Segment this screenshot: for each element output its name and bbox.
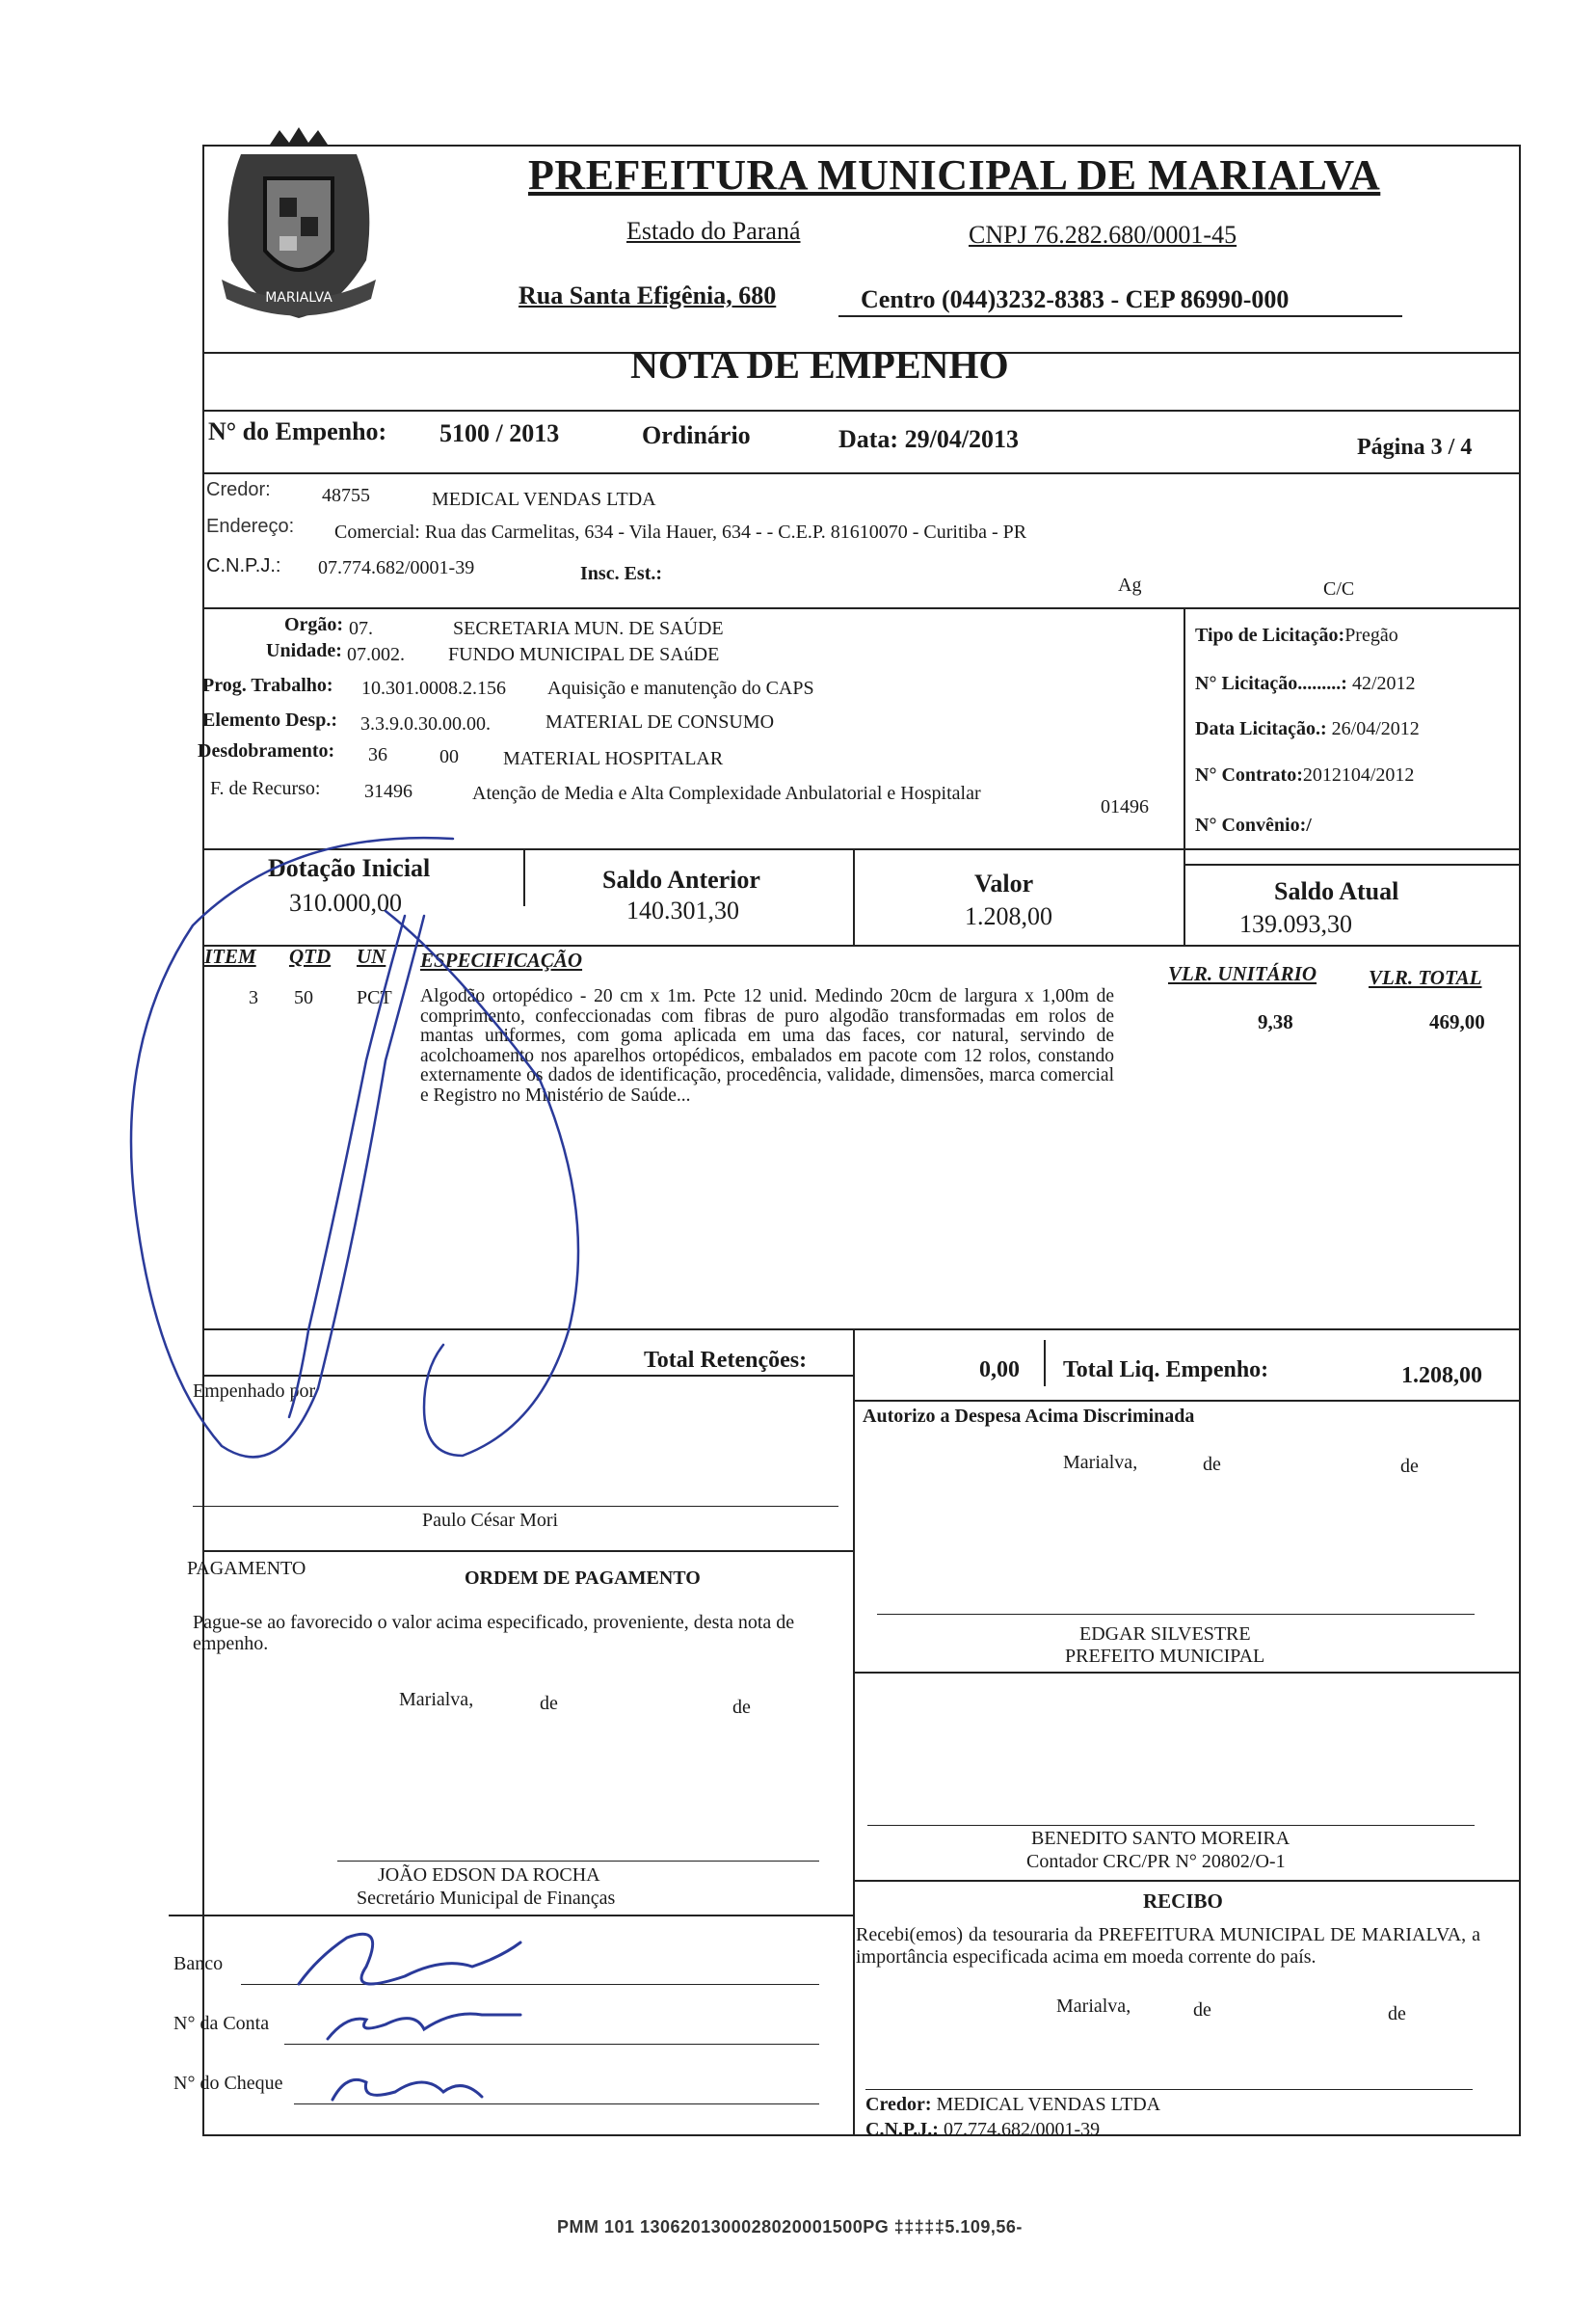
recibo-cnpj-label: C.N.P.J.:	[865, 2119, 939, 2140]
svg-text:MARIALVA: MARIALVA	[265, 290, 332, 306]
empenho-date: Data: 29/04/2013	[838, 425, 1020, 453]
col-un: UN	[357, 945, 386, 968]
prefeito-name: EDGAR SILVESTRE	[1079, 1623, 1251, 1645]
desdob-label: Desdobramento:	[198, 740, 335, 762]
liq-label: Total Liq. Empenho:	[1063, 1357, 1269, 1382]
pagamento-text: Pague-se ao favorecido o valor acima especificado, proveniente, desta nota de empenho.	[193, 1612, 795, 1654]
insc-est-label: Insc. Est.:	[580, 563, 663, 584]
elemento-label: Elemento Desp.:	[202, 710, 337, 731]
col-spec: ESPECIFICAÇÃO	[420, 949, 583, 972]
credor-cnpj-label: C.N.P.J.:	[206, 555, 281, 576]
autorizo-city: Marialva,	[1063, 1452, 1138, 1473]
empenho-label: N° do Empenho:	[208, 417, 387, 445]
col-item: ITEM	[204, 945, 256, 968]
recurso-label: F. de Recurso:	[210, 778, 321, 799]
col-unit-price: VLR. UNITÁRIO	[1168, 962, 1317, 985]
recibo-de1: de	[1193, 1999, 1211, 2021]
banco-label: Banco	[173, 1953, 224, 1974]
unidade-code: 07.002.	[347, 644, 405, 665]
cheque-label: N° do Cheque	[173, 2073, 283, 2094]
saldo-anterior-label: Saldo Anterior	[602, 866, 760, 894]
item-spec: Algodão ortopédico - 20 cm x 1m. Pcte 12 unid. Medindo 20cm de largura x 1,00m de comprimento, confeccionadas com fibras de puro algodão transformadas em rolos de mantas uniformes, com goma aplicada em uma das faces, cor natural, servindo de acolchoamento nos aparelhos ortopédicos, embalados em pacote com 12 rolos, constando externamente os dados de identificação, procedência, validade, dimensões, marca comercial e Registro no Ministério de Saúde...	[420, 986, 1114, 1106]
recibo-title: RECIBO	[1143, 1889, 1223, 1913]
account-label: C/C	[1323, 578, 1355, 600]
orgao-name: SECRETARIA MUN. DE SAÚDE	[453, 618, 724, 639]
pagamento-city: Marialva,	[399, 1689, 474, 1710]
empenho-number: 5100 / 2013	[439, 419, 560, 447]
footer-code: PMM 101 1306201300028020001500PG ‡‡‡‡‡5.109,56-	[557, 2217, 1023, 2237]
credor-name: MEDICAL VENDAS LTDA	[432, 489, 656, 510]
elemento-code: 3.3.9.0.30.00.00.	[360, 713, 491, 735]
autorizo-de2: de	[1400, 1456, 1419, 1477]
desdob-b: 00	[439, 746, 459, 767]
desdob-a: 36	[368, 744, 387, 765]
credor-address: Comercial: Rua das Carmelitas, 634 - Vila Hauer, 634 - - C.E.P. 81610070 - Curitiba - PR	[334, 522, 1027, 543]
contract-number: 2012104/2012	[1302, 764, 1415, 786]
item-number: 3	[249, 987, 258, 1008]
empenho-type: Ordinário	[642, 421, 751, 449]
pagamento-de2: de	[732, 1697, 751, 1718]
recurso-code: 31496	[364, 781, 412, 802]
recibo-text: Recebi(emos) da tesouraria da PREFEITURA MUNICIPAL DE MARIALVA, a importância especificada acima em moeda corrente do país.	[856, 1924, 1480, 1968]
saldo-anterior: 140.301,30	[626, 897, 739, 924]
prefeito-role: PREFEITO MUNICIPAL	[1065, 1646, 1265, 1667]
licitacao-date: 26/04/2012	[1331, 718, 1420, 739]
ordem-label: ORDEM DE PAGAMENTO	[465, 1567, 701, 1589]
recibo-credor: MEDICAL VENDAS LTDA	[936, 2094, 1161, 2115]
recurso-code2: 01496	[1101, 796, 1149, 817]
credor-label: Credor:	[206, 479, 271, 500]
col-total: VLR. TOTAL	[1369, 966, 1482, 989]
desdob-name: MATERIAL HOSPITALAR	[503, 748, 724, 769]
recibo-credor-label: Credor:	[865, 2094, 932, 2115]
licitacao-type: Pregão	[1344, 625, 1398, 646]
contract-label: N° Contrato:	[1195, 764, 1303, 786]
unidade-name: FUNDO MUNICIPAL DE SAúDE	[448, 644, 720, 665]
recibo-cnpj: 07.774.682/0001-39	[943, 2119, 1101, 2140]
orgao-code: 07.	[349, 618, 373, 639]
autorizo-de1: de	[1203, 1454, 1221, 1475]
valor: 1.208,00	[965, 902, 1052, 930]
item-unit: PCT	[357, 987, 392, 1008]
municipality-address: Rua Santa Efigênia, 680	[519, 281, 777, 309]
prog-code: 10.301.0008.2.156	[361, 678, 506, 699]
municipality-contact: Centro (044)3232-8383 - CEP 86990-000	[861, 285, 1290, 313]
secretario-role: Secretário Municipal de Finanças	[357, 1888, 616, 1909]
liq-value: 1.208,00	[1401, 1363, 1482, 1388]
conta-label: N° da Conta	[173, 2013, 270, 2034]
credor-code: 48755	[322, 485, 370, 506]
item-qty: 50	[294, 987, 313, 1008]
recibo-de2: de	[1388, 2003, 1406, 2024]
page-number: Página 3 / 4	[1357, 435, 1473, 460]
prog-name: Aquisição e manutenção do CAPS	[547, 678, 814, 699]
licitacao-type-label: Tipo de Licitação:	[1195, 625, 1345, 646]
municipality-cnpj: CNPJ 76.282.680/0001-45	[969, 221, 1237, 249]
contador-name: BENEDITO SANTO MOREIRA	[1031, 1828, 1290, 1849]
prog-label: Prog. Trabalho:	[202, 675, 333, 696]
pagamento-label: PAGAMENTO	[187, 1558, 306, 1579]
empenhado-label: Empenhado por	[193, 1380, 316, 1402]
licitacao-date-label: Data Licitação.:	[1195, 718, 1332, 739]
autorizo-title: Autorizo a Despesa Acima Discriminada	[863, 1406, 1195, 1427]
credor-cnpj: 07.774.682/0001-39	[318, 557, 475, 578]
item-total: 469,00	[1429, 1010, 1485, 1033]
credor-address-label: Endereço:	[206, 516, 295, 537]
dotacao-inicial: 310.000,00	[289, 889, 402, 917]
recurso-name: Atenção de Media e Alta Complexidade Anbulatorial e Hospitalar	[472, 783, 981, 804]
agency-label: Ag	[1118, 575, 1142, 596]
contador-role: Contador CRC/PR N° 20802/O-1	[1026, 1851, 1286, 1872]
recibo-city: Marialva,	[1056, 1996, 1131, 2017]
secretario-name: JOÃO EDSON DA ROCHA	[378, 1864, 600, 1886]
retencoes-value: 0,00	[979, 1357, 1020, 1382]
item-unit-price: 9,38	[1258, 1010, 1293, 1033]
col-qtd: QTD	[289, 945, 332, 968]
municipality-title: PREFEITURA MUNICIPAL DE MARIALVA	[528, 151, 1381, 199]
valor-label: Valor	[974, 870, 1034, 897]
orgao-label: Orgão:	[284, 614, 344, 635]
pagamento-de1: de	[540, 1693, 558, 1714]
unidade-label: Unidade:	[266, 640, 342, 661]
elemento-name: MATERIAL DE CONSUMO	[545, 711, 775, 733]
retencoes-label: Total Retenções:	[644, 1348, 808, 1373]
licitacao-number-label: N° Licitação.........:	[1195, 673, 1352, 694]
state-name: Estado do Paraná	[626, 217, 801, 245]
saldo-atual-label: Saldo Atual	[1274, 877, 1399, 905]
dotacao-inicial-label: Dotação Inicial	[268, 854, 431, 882]
empenhado-signer: Paulo César Mori	[422, 1510, 559, 1531]
convenio-label: N° Convênio:/	[1195, 815, 1312, 836]
licitacao-number: 42/2012	[1351, 673, 1416, 694]
document-title: NOTA DE EMPENHO	[630, 343, 1009, 387]
saldo-atual: 139.093,30	[1239, 910, 1352, 938]
